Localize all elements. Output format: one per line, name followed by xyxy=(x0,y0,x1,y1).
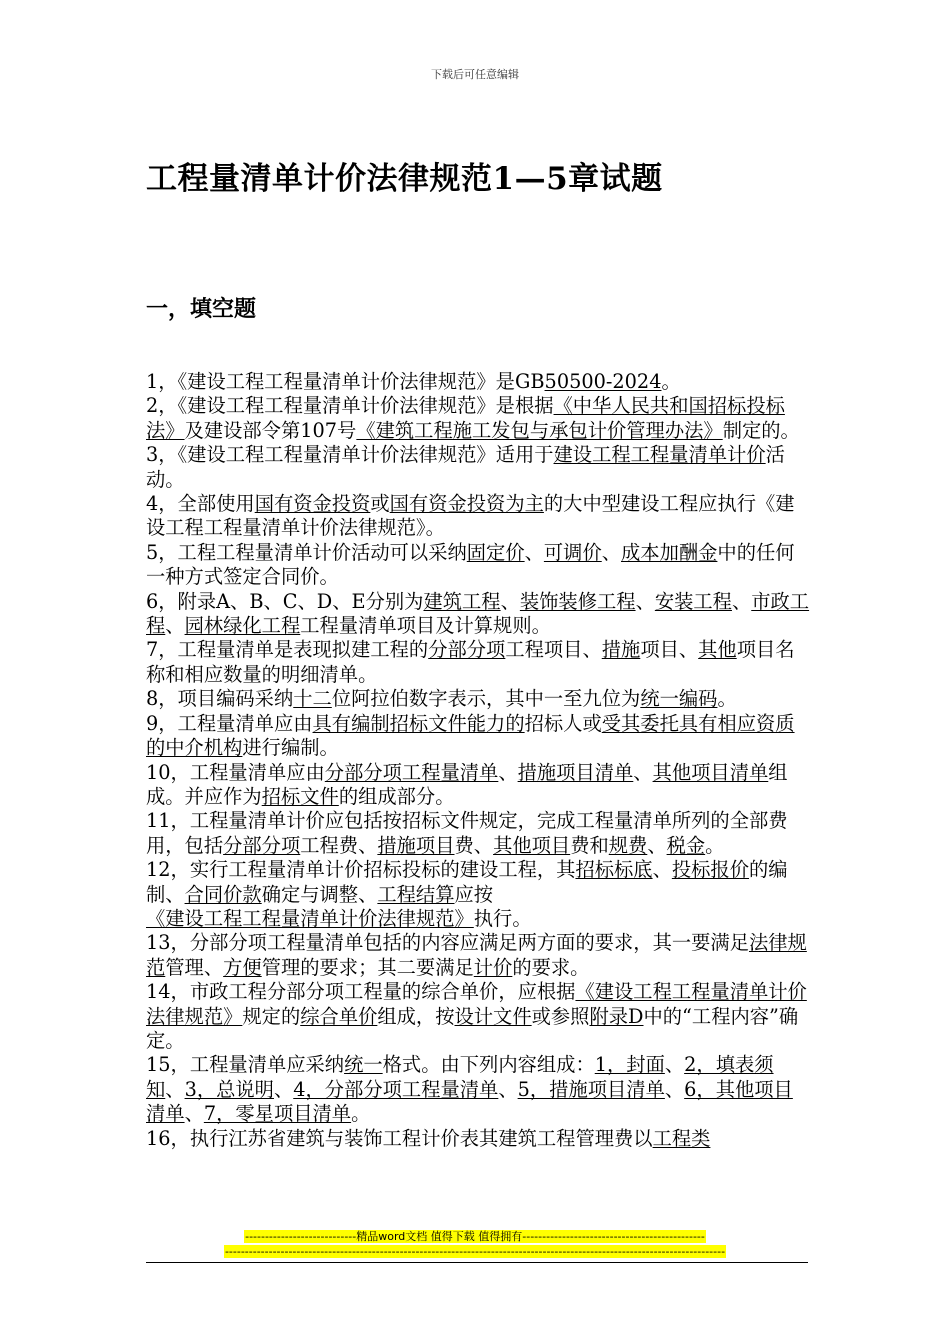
answer-blank: 工程结算 xyxy=(377,882,455,906)
question-text: 。 xyxy=(717,687,737,711)
answer-blank: 3，总说明 xyxy=(184,1077,274,1101)
question-text: 。 xyxy=(351,1102,371,1126)
answer-blank: 分部分项 xyxy=(428,638,506,662)
question-text: 费和 xyxy=(570,833,609,857)
answer-blank: 法律规范 xyxy=(146,931,807,979)
answer-blank: 具有编制招标文件能力的 xyxy=(312,711,525,735)
question-text: 、 xyxy=(165,1077,185,1101)
question-text: 4，全部使用 xyxy=(146,492,255,516)
question-text: 项目名称和相应数量的明细清单。 xyxy=(146,638,795,686)
answer-blank: 设计文件 xyxy=(454,1004,532,1028)
question-text: 、 xyxy=(633,760,653,784)
question-text: 制定的。 xyxy=(722,418,800,442)
question-text: 招标人或 xyxy=(524,711,602,735)
answer-blank: 措施 xyxy=(601,638,641,662)
question-item xyxy=(146,638,812,687)
answer-blank: 1，封面 xyxy=(594,1053,665,1077)
question-text: 执行。 xyxy=(473,906,532,930)
answer-blank: 工程类 xyxy=(652,1126,711,1150)
footer-banner-2 xyxy=(0,1245,950,1259)
question-item xyxy=(146,541,812,590)
question-text: 、 xyxy=(500,589,520,613)
question-item xyxy=(146,492,812,541)
answer-blank: 招标文件 xyxy=(261,784,339,808)
answer-blank: 十二 xyxy=(293,687,332,711)
question-text: 、 xyxy=(664,1077,685,1101)
question-text: 或参照 xyxy=(531,1004,590,1028)
answer-blank: 分部分项 xyxy=(223,833,301,857)
question-text: 15，工程量清单应采纳 xyxy=(146,1053,345,1077)
answer-blank: 税金 xyxy=(666,833,706,857)
section-heading: 一，填空题 xyxy=(146,297,257,322)
question-text: 、 xyxy=(601,540,622,564)
question-text: 2，《建设工程工程量清单计价法律规范》是根据 xyxy=(146,394,554,418)
answer-blank: 成本加酬金 xyxy=(621,540,718,564)
question-item xyxy=(146,370,812,394)
question-text: 的组成部分。 xyxy=(338,784,455,808)
question-text: 1，《建设工程工程量清单计价法律规范》是GB xyxy=(146,370,545,393)
question-item xyxy=(146,858,812,931)
footer-banner-1 xyxy=(0,1230,950,1244)
question-text: 项目、 xyxy=(640,638,699,662)
footer-banner-text-1: ----------------------------精品word文档 值得下载 值得拥有---------------------------------------------- xyxy=(245,1230,705,1243)
answer-blank: 50500-2024 xyxy=(544,370,662,393)
question-text: 16，执行江苏省建筑与装饰工程计价表其建筑工程管理费以 xyxy=(146,1126,653,1150)
question-text: 3，《建设工程工程量清单计价法律规范》适用于 xyxy=(146,443,554,467)
answer-blank: 投标报价 xyxy=(671,858,749,882)
question-text: 管理、 xyxy=(165,955,224,979)
header-note: 下载后可任意编辑 xyxy=(431,68,519,81)
question-text: 或 xyxy=(370,492,390,516)
answer-blank: 2，填表须知 xyxy=(146,1053,774,1101)
question-item xyxy=(146,394,812,443)
question-text: 12，实行工程量清单计价招标投标的建设工程，其 xyxy=(146,858,576,882)
answer-blank: 附录D xyxy=(589,1004,644,1028)
question-text: 14，市政工程分部分项工程量的综合单价，应根据 xyxy=(146,980,576,1004)
question-text: 。 xyxy=(705,833,725,857)
answer-blank: 招标标底 xyxy=(575,858,653,882)
question-text: 、 xyxy=(647,833,667,857)
answer-blank: 可调价 xyxy=(543,540,602,564)
question-item xyxy=(146,931,812,980)
question-text: 组成，按 xyxy=(377,1004,455,1028)
question-text: 、 xyxy=(273,1077,294,1101)
question-text: 活动。 xyxy=(146,443,785,491)
question-text: 的编制、 xyxy=(146,858,788,906)
footer-banner-text-2: ------------------------------------------------------------------------------------------------------------------------------ xyxy=(224,1245,726,1258)
question-item xyxy=(146,1053,812,1126)
question-text: 中的任何一种方式签定合同价。 xyxy=(146,540,795,589)
question-text: 7，工程量清单是表现拟建工程的 xyxy=(146,638,429,662)
question-text: 10，工程量清单应由 xyxy=(146,760,325,784)
question-text: 中的“工程内容”确定。 xyxy=(146,1004,799,1052)
answer-blank: 措施项目 xyxy=(377,833,455,857)
answer-blank: 综合单价 xyxy=(300,1004,378,1028)
question-text: 。 xyxy=(661,370,681,393)
answer-blank: 安装工程 xyxy=(654,589,732,613)
answer-blank: 市政工程 xyxy=(146,589,810,638)
answer-blank: 《建设工程工程量清单计价法律规范》 xyxy=(146,980,807,1028)
question-text: 工程项目、 xyxy=(505,638,602,662)
question-text: 、 xyxy=(184,1102,204,1126)
answer-blank: 《建设工程工程量清单计价法律规范》 xyxy=(146,906,474,930)
answer-blank: 固定价 xyxy=(466,540,525,564)
answer-blank: 园林绿化工程 xyxy=(184,614,301,638)
question-text: 、 xyxy=(524,540,544,564)
answer-blank: 建设工程工程量清单计价 xyxy=(553,443,766,467)
question-text: 规定的 xyxy=(242,1004,301,1028)
question-text: 应按 xyxy=(454,882,494,906)
answer-blank: 计价 xyxy=(473,955,513,979)
question-text: 6，附录A、B、C、D、E分别为 xyxy=(146,589,424,613)
answer-blank: 统一编码 xyxy=(640,687,718,711)
question-item xyxy=(146,980,812,1053)
question-text: 确定与调整、 xyxy=(261,882,378,906)
answer-blank: 7，零星项目清单 xyxy=(203,1102,352,1126)
answer-blank: 4，分部分项工程量清单 xyxy=(293,1077,499,1101)
answer-blank: 其他项目 xyxy=(493,833,571,857)
answer-blank: 其他 xyxy=(698,638,737,662)
answer-blank: 装饰装修工程 xyxy=(519,589,636,613)
question-text: 9，工程量清单应由 xyxy=(146,711,313,735)
question-text: 13，分部分项工程量清单包括的内容应满足两方面的要求，其一要满足 xyxy=(146,931,749,955)
answer-blank: 国有资金投资 xyxy=(254,492,371,516)
question-text: 工程量清单项目及计算规则。 xyxy=(300,614,551,638)
question-item xyxy=(146,443,812,492)
question-text: 、 xyxy=(165,614,185,638)
answer-blank: 合同价款 xyxy=(184,882,262,906)
question-item xyxy=(146,687,812,711)
answer-blank: 措施项目清单 xyxy=(517,760,634,784)
question-text: 格式。由下列内容组成： xyxy=(382,1053,595,1077)
question-text: 管理的要求；其二要满足 xyxy=(261,955,474,979)
question-text: 组成。并应作为 xyxy=(146,760,788,808)
answer-blank: 统一 xyxy=(344,1053,383,1077)
question-text: 的大中型建设工程应执行《建设工程工程量清单计价法律规范》。 xyxy=(146,492,795,540)
answer-blank: 其他项目清单 xyxy=(652,760,769,784)
question-text: 、 xyxy=(498,1077,518,1101)
question-text: 8，项目编码采纳 xyxy=(146,687,294,711)
answer-blank: 国有资金投资为主 xyxy=(389,492,544,516)
question-text: 、 xyxy=(635,589,655,613)
answer-blank: 分部分项工程量清单 xyxy=(324,760,499,784)
answer-blank: 6，其他项目清单 xyxy=(146,1077,793,1126)
question-text: 、 xyxy=(652,858,672,882)
answer-blank: 5，措施项目清单 xyxy=(517,1077,665,1101)
answer-blank: 受其委托具有相应资质的中介机构 xyxy=(146,711,795,760)
question-item xyxy=(146,809,812,858)
footer-rule xyxy=(146,1262,808,1263)
question-text: 及建设部令第107号 xyxy=(184,418,357,442)
answer-blank: 规费 xyxy=(608,833,648,857)
question-text: 5，工程工程量清单计价活动可以采纳 xyxy=(146,540,467,564)
question-text: 11，工程量清单计价应包括按招标文件规定，完成工程量清单所列的全部费用，包括 xyxy=(146,809,788,857)
question-text: 费、 xyxy=(454,833,494,857)
question-item xyxy=(146,590,812,639)
question-text: 、 xyxy=(731,589,752,613)
answer-blank: 建筑工程 xyxy=(423,589,501,613)
answer-blank: 《建筑工程施工发包与承包计价管理办法》 xyxy=(356,418,723,442)
question-item xyxy=(146,712,812,761)
question-list xyxy=(146,370,812,1151)
question-text: 位阿拉伯数字表示，其中一至九位为 xyxy=(331,687,641,711)
question-text: 、 xyxy=(664,1053,685,1077)
question-text: 、 xyxy=(498,760,518,784)
answer-blank: 《中华人民共和国招标投标法》 xyxy=(146,394,785,442)
question-text: 的要求。 xyxy=(512,955,590,979)
question-text: 工程费、 xyxy=(300,833,378,857)
answer-blank: 方便 xyxy=(223,955,262,979)
question-text: 进行编制。 xyxy=(242,736,339,760)
document-title: 工程量清单计价法律规范1—5章试题 xyxy=(146,161,663,197)
question-item xyxy=(146,1127,812,1151)
question-item xyxy=(146,761,812,810)
